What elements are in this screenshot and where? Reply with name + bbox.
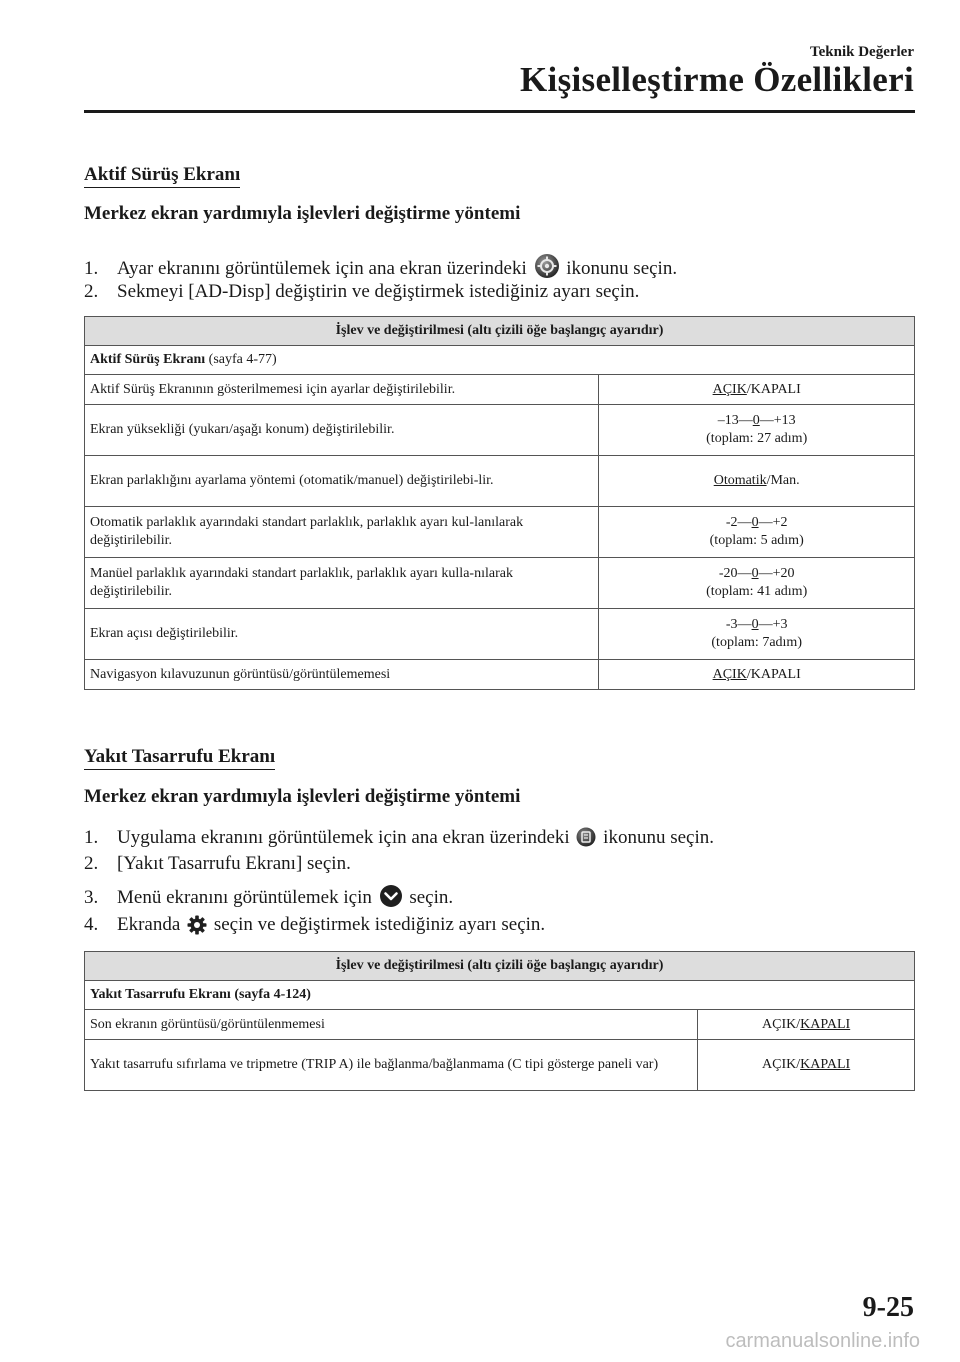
table-group-row: Yakıt Tasarrufu Ekranı (sayfa 4-124) (85, 981, 915, 1010)
step-text: [Yakıt Tasarrufu Ekranı] seçin. (117, 853, 351, 874)
row-description: Ekran açısı değiştirilebilir. (85, 609, 599, 660)
settings-table-active-driving-display (84, 316, 915, 690)
step-2 (84, 852, 351, 876)
row-description: Otomatik parlaklık ayarındaki standart parlaklık, parlaklık ayarı kul-lanılarak değiştirilebilir. (85, 507, 599, 558)
default-value: 0 (752, 413, 760, 428)
row-value: Otomatik/Man. (599, 456, 915, 507)
step-number: 1. (84, 258, 99, 279)
step-number: 4. (84, 914, 99, 935)
row-value: –13―0―+13 (toplam: 27 adım) (599, 405, 915, 456)
row-description: Yakıt tasarrufu sıfırlama ve tripmetre (TRIP A) ile bağlanma/bağlanmama (C tipi gösterge paneli var) (85, 1040, 698, 1091)
default-value: 0 (751, 566, 759, 581)
default-value: KAPALI (800, 1016, 851, 1032)
default-value: AÇIK (712, 381, 747, 397)
step-number: 2. (84, 281, 99, 302)
step-text: Sekmeyi [AD-Disp] değiştirin ve değiştirmek istediğiniz ayarı seçin. (117, 281, 640, 302)
table-row (85, 456, 915, 507)
row-value: AÇIK/KAPALI (599, 375, 915, 405)
step-text-end: ikonunu seçin. (566, 258, 678, 279)
step-text: Ayar ekranını görüntülemek için ana ekran üzerindeki (117, 258, 527, 279)
group-page-ref: (sayfa 4-77) (205, 352, 277, 367)
gear-icon (187, 915, 207, 942)
chapter-label: Teknik Değerler (809, 44, 914, 60)
step-text: Menü ekranını görüntülemek için (117, 887, 372, 908)
table-row (85, 405, 915, 456)
row-value: -20―0―+20 (toplam: 41 adım) (599, 558, 915, 609)
default-value: 0 (751, 515, 759, 530)
table-row (85, 1040, 915, 1091)
row-value: -2―0―+2 (toplam: 5 adım) (599, 507, 915, 558)
row-description: Son ekranın görüntüsü/görüntülenmemesi (85, 1010, 698, 1040)
table-row (85, 558, 915, 609)
default-value: AÇIK (712, 666, 747, 682)
section-subtitle: Merkez ekran yardımıyla işlevleri değiştirme yöntemi (84, 786, 521, 807)
table-row (85, 609, 915, 660)
step-text: Ekranda (117, 914, 181, 935)
step-2 (84, 280, 639, 304)
step-text-end: seçin ve değiştirmek istediğiniz ayarı seçin. (213, 914, 546, 935)
group-label: Aktif Sürüş Ekranı (90, 352, 206, 367)
row-description: Aktif Sürüş Ekranının gösterilmemesi için ayarlar değiştirilebilir. (85, 375, 599, 405)
page-number: 9-25 (862, 1292, 914, 1323)
applications-icon (576, 826, 596, 855)
step-number: 1. (84, 827, 99, 848)
step-text-end: ikonunu seçin. (603, 827, 714, 848)
row-value: AÇIK/KAPALI (698, 1010, 915, 1040)
step-3 (84, 884, 453, 915)
chevron-down-circle-icon (379, 884, 403, 915)
section-subtitle: Merkez ekran yardımıyla işlevleri değiştirme yöntemi (84, 203, 521, 224)
section-title-active-driving-display: Aktif Sürüş Ekranı (84, 164, 240, 188)
row-description: Ekran yüksekliği (yukarı/aşağı konum) değiştirilebilir. (85, 405, 599, 456)
row-description: Manüel parlaklık ayarındaki standart parlaklık, parlaklık ayarı kulla-nılarak değiştirilebilir. (85, 558, 599, 609)
page-title: Kişiselleştirme Özellikleri (520, 60, 914, 99)
step-text-end: seçin. (409, 887, 454, 908)
table-row (85, 660, 915, 690)
table-row (85, 375, 915, 405)
default-value: Otomatik (713, 473, 767, 488)
settings-table-fuel-economy-display (84, 951, 915, 1091)
default-value: KAPALI (800, 1057, 851, 1072)
section-title-fuel-economy-display: Yakıt Tasarrufu Ekranı (84, 746, 275, 770)
row-value: AÇIK/KAPALI (698, 1040, 915, 1091)
table-row (85, 1010, 915, 1040)
table-row (85, 507, 915, 558)
table-header: İşlev ve değiştirilmesi (altı çizili öğe başlangıç ayarıdır) (85, 317, 915, 346)
header-rule (84, 110, 915, 113)
table-header: İşlev ve değiştirilmesi (altı çizili öğe başlangıç ayarıdır) (85, 952, 915, 981)
step-4 (84, 913, 545, 942)
row-description: Ekran parlaklığını ayarlama yöntemi (otomatik/manuel) değiştirilebi-lir. (85, 456, 599, 507)
step-number: 2. (84, 853, 99, 874)
row-value: -3―0―+3 (toplam: 7adım) (599, 609, 915, 660)
table-group-row (85, 346, 915, 375)
step-text: Uygulama ekranını görüntülemek için ana ekran üzerindeki (117, 827, 570, 848)
row-value: AÇIK/KAPALI (599, 660, 915, 690)
step-1 (84, 826, 714, 855)
watermark: carmanualsonline.info (725, 1330, 920, 1352)
row-description: Navigasyon kılavuzunun görüntüsü/görüntülememesi (85, 660, 599, 690)
default-value: 0 (751, 617, 759, 632)
step-number: 3. (84, 887, 99, 908)
